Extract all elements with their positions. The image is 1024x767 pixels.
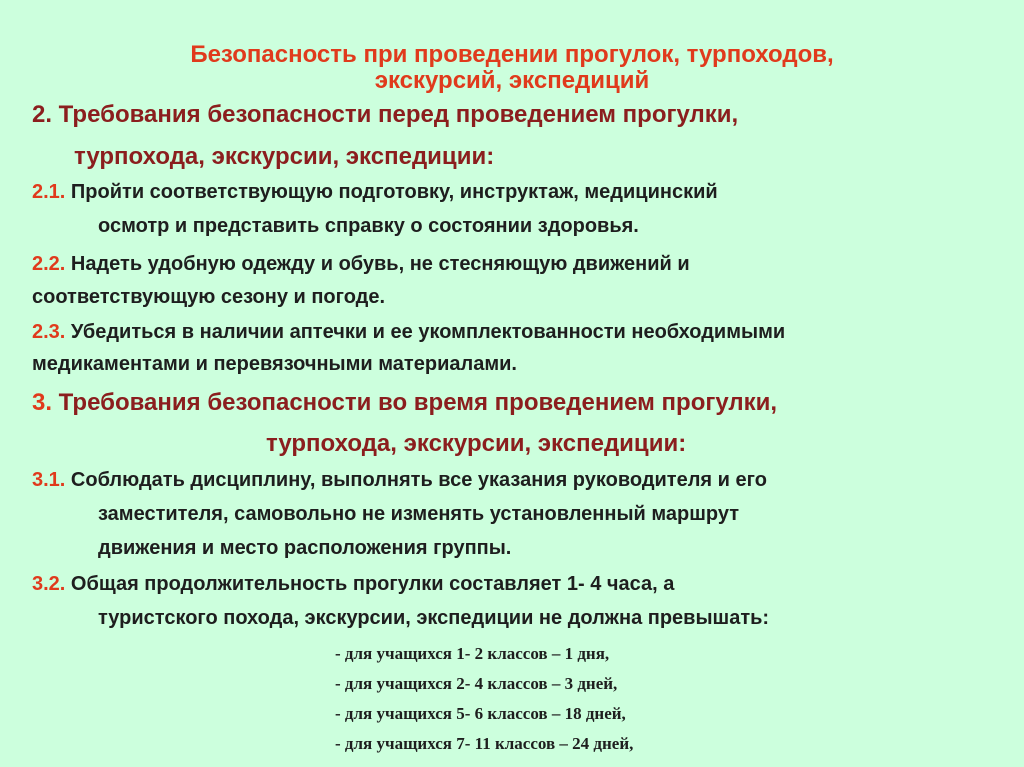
item-2-2-line1 [32, 253, 690, 276]
item-2-3-line1 [32, 321, 785, 344]
item-3-2-line2: туристского похода, экскурсии, экспедиции не должна превышать: [98, 607, 770, 629]
item-2-2-text: Надеть удобную одежду и обувь, не стесняющую движений и [65, 253, 690, 275]
item-3-2-number: 3.2. [32, 573, 66, 595]
item-2-2-number: 2.2. [32, 253, 66, 275]
duration-item-4: - для учащихся 7- 11 классов – 24 дней, [335, 734, 634, 753]
item-3-1-line2: заместителя, самовольно не изменять установленный маршрут [98, 503, 740, 525]
item-3-2-text: Общая продолжительность прогулки составляет 1- 4 часа, а [65, 573, 675, 595]
duration-item-2: - для учащихся 2- 4 классов – 3 дней, [335, 674, 618, 693]
item-2-3-text: Убедиться в наличии аптечки и ее укомплектованности необходимыми [65, 321, 786, 343]
section2-heading-line1: 2. Требования безопасности перед проведением прогулки, [32, 101, 739, 128]
section3-heading-text: Требования безопасности во время проведением прогулки, [52, 389, 778, 416]
section3-heading-line1 [32, 389, 777, 417]
item-3-1-text: Соблюдать дисциплину, выполнять все указания руководителя и его [65, 469, 767, 491]
slide-title-line2: экскурсий, экспедиций [374, 67, 650, 94]
duration-item-1: - для учащихся 1- 2 классов – 1 дня, [335, 644, 610, 663]
item-2-1-number: 2.1. [32, 181, 66, 203]
item-2-1-line1 [32, 181, 718, 204]
slide-title-line1: Безопасность при проведении прогулок, турпоходов, [190, 41, 834, 68]
item-3-2-line1 [32, 573, 674, 596]
item-3-1-line3: движения и место расположения группы. [98, 537, 512, 559]
item-3-1-number: 3.1. [32, 469, 66, 491]
item-2-3-line2: медикаментами и перевязочными материалами. [32, 353, 517, 375]
item-2-1-line2: осмотр и представить справку о состоянии здоровья. [98, 215, 639, 237]
item-2-1-text: Пройти соответствующую подготовку, инструктаж, медицинский [65, 181, 718, 203]
section3-number: 3. [32, 389, 53, 416]
item-3-1-line1 [32, 469, 767, 492]
section3-heading-line2: турпохода, экскурсии, экспедиции: [266, 430, 687, 457]
duration-item-3: - для учащихся 5- 6 классов – 18 дней, [335, 704, 626, 723]
item-2-3-number: 2.3. [32, 321, 66, 343]
section2-heading-line2: турпохода, экскурсии, экспедиции: [74, 143, 495, 170]
item-2-2-line2: соответствующую сезону и погоде. [32, 286, 386, 308]
